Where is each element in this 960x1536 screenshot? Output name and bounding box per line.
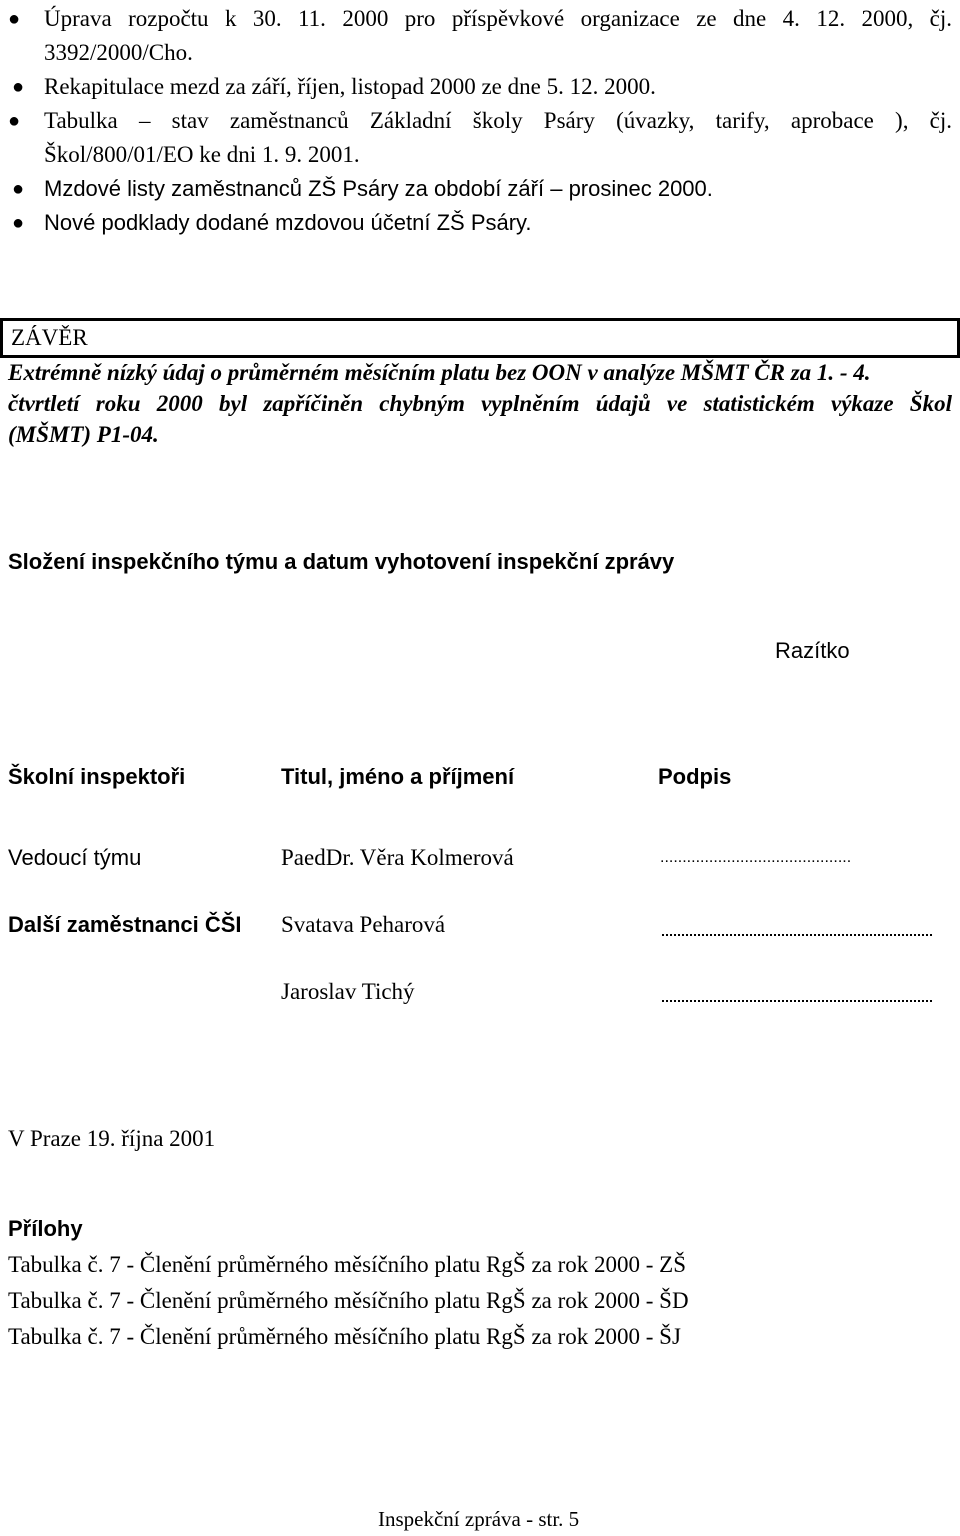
- team-heading: Složení inspekčního týmu a datum vyhotovení inspekční zprávy: [8, 549, 675, 574]
- attachments-list: [8, 1247, 689, 1355]
- header-signature: Podpis: [658, 764, 732, 789]
- list-item-text: Rekapitulace mezd za září, říjen, listopad 2000 ze dne 5. 12. 2000.: [44, 74, 656, 99]
- conclusion-line: čtvrtletí roku 2000 byl zapříčiněn chybným vyplněním údajů ve statistickém výkaze Škol: [8, 391, 952, 416]
- conclusion-line: (MŠMT) P1-04.: [8, 422, 159, 447]
- bullet-icon: ●: [11, 178, 25, 200]
- list-item-text-continued: Škol/800/01/EO ke dni 1. 9. 2001.: [44, 142, 360, 167]
- attachment-item: Tabulka č. 7 - Členění průměrného měsíčního platu RgŠ za rok 2000 - ŠJ: [8, 1324, 681, 1349]
- list-item-text: Tabulka – stav zaměstnanců Základní školy Psáry (úvazky, tarify, aprobace ), čj.: [44, 108, 952, 133]
- attachments-title: Přílohy: [8, 1216, 83, 1241]
- list-item: [8, 104, 952, 172]
- page-footer: Inspekční zpráva - str. 5: [378, 1507, 580, 1531]
- list-item: [8, 70, 952, 104]
- list-item: [8, 206, 952, 240]
- team-role: Další zaměstnanci ČŠI: [8, 912, 242, 937]
- place-and-date: V Praze 19. října 2001: [8, 1126, 216, 1151]
- team-member-name: Jaroslav Tichý: [281, 979, 415, 1004]
- conclusion-heading-box: [0, 318, 960, 358]
- list-item-text-continued: 3392/2000/Cho.: [44, 40, 193, 65]
- header-role: Školní inspektoři: [8, 764, 186, 789]
- signature-line: [662, 1000, 932, 1002]
- bullet-icon: ●: [8, 8, 21, 30]
- attachment-item: Tabulka č. 7 - Členění průměrného měsíčního platu RgŠ za rok 2000 - ZŠ: [8, 1252, 687, 1277]
- list-item-text: Nové podklady dodané mzdovou účetní ZŠ Psáry.: [44, 210, 532, 235]
- bullet-icon: ●: [8, 110, 21, 132]
- team-member-name: Svatava Peharová: [281, 912, 446, 937]
- signature-line: [662, 934, 932, 936]
- team-role: Vedoucí týmu: [8, 845, 142, 870]
- bullet-icon: ●: [11, 76, 25, 98]
- conclusion-text: [8, 357, 952, 450]
- signature-line: ...........................................: [660, 849, 852, 866]
- source-list: [8, 2, 952, 240]
- list-item-text: Mzdové listy zaměstnanců ZŠ Psáry za období září – prosinec 2000.: [44, 176, 713, 201]
- header-name: Titul, jméno a příjmení: [281, 764, 515, 789]
- conclusion-title: ZÁVĚR: [11, 325, 88, 350]
- list-item: [8, 2, 952, 70]
- team-member-name: PaedDr. Věra Kolmerová: [281, 845, 514, 870]
- list-item-text: Úprava rozpočtu k 30. 11. 2000 pro příspěvkové organizace ze dne 4. 12. 2000, čj.: [44, 6, 952, 31]
- conclusion-line: Extrémně nízký údaj o průměrném měsíčním platu bez OON v analýze MŠMT ČR za 1. - 4.: [8, 360, 871, 385]
- list-item: [8, 172, 952, 206]
- bullet-icon: ●: [11, 212, 25, 234]
- attachment-item: Tabulka č. 7 - Členění průměrného měsíčního platu RgŠ za rok 2000 - ŠD: [8, 1288, 689, 1313]
- stamp-label: Razítko: [775, 638, 850, 663]
